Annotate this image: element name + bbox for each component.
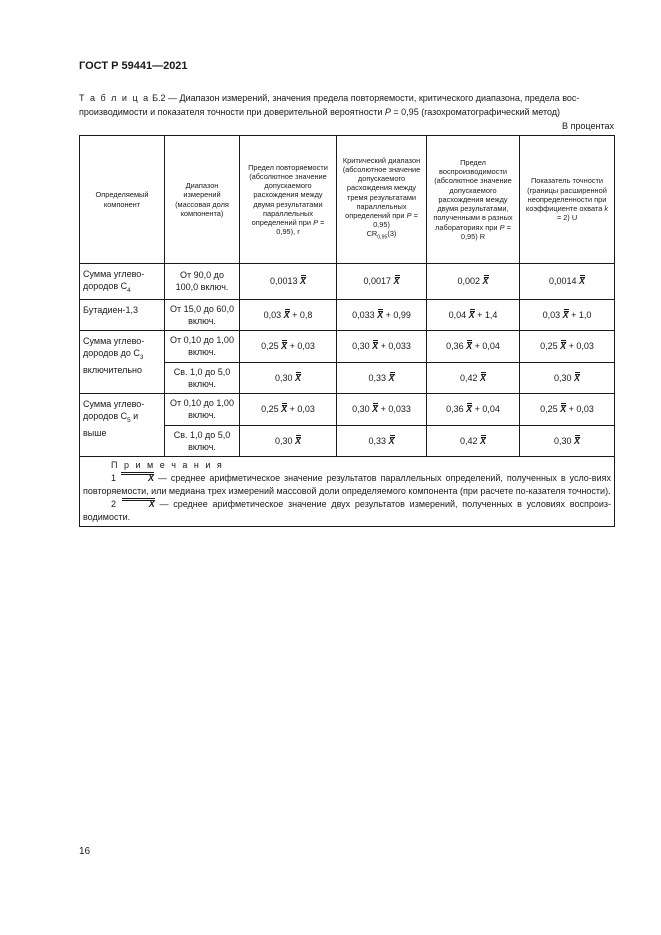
- mean-symbol: X: [388, 435, 395, 446]
- range-cell: От 0,10 до 1,00 включ.: [165, 393, 240, 425]
- header-accuracy: Показатель точности (границы расширенной неопределенности при коэффициенте охвата k = 2) U: [520, 136, 615, 264]
- caption-label: Т а б л и ц а: [79, 93, 150, 103]
- reproducibility-cell: 0,36 X + 0,04: [427, 330, 520, 362]
- mean-symbol: X: [480, 435, 487, 446]
- accuracy-cell: 0,25 X + 0,03: [520, 393, 615, 425]
- mean-symbol: X: [377, 309, 384, 320]
- component-cell: Сумма углево-дородов $C_4$: [80, 264, 165, 300]
- accuracy-cell: 0,0014 X: [520, 264, 615, 300]
- repeatability-cell: 0,03 X + 0,8: [240, 299, 337, 330]
- reproducibility-cell: 0,002 X: [427, 264, 520, 300]
- table-header-row: [80, 136, 615, 264]
- table-caption: [79, 91, 614, 119]
- mean-symbol: X: [393, 276, 400, 287]
- caption-text-2: производимости и показателя точности при доверительной вероятности: [79, 107, 385, 117]
- critical-range-cell: 0,30 X + 0,033: [337, 330, 427, 362]
- accuracy-cell: 0,30 X: [520, 362, 615, 393]
- mean-symbol: X: [281, 404, 288, 415]
- table-row: [80, 299, 615, 330]
- mean-symbol: X: [480, 372, 487, 383]
- repeatability-cell: 0,30 X: [240, 425, 337, 456]
- notes-row: [80, 456, 615, 526]
- repeatability-cell: 0,30 X: [240, 362, 337, 393]
- critical-range-cell: 0,33 X: [337, 362, 427, 393]
- mean-symbol: X: [560, 404, 567, 415]
- range-cell: От 15,0 до 60,0 включ.: [165, 299, 240, 330]
- mean-symbol: X: [283, 309, 290, 320]
- mean-symbol: X: [300, 276, 307, 287]
- mean-symbol: X: [468, 309, 475, 320]
- range-cell: От 0,10 до 1,00 включ.: [165, 330, 240, 362]
- range-cell: От 90,0 до 100,0 включ.: [165, 264, 240, 300]
- mean-symbol: X: [482, 276, 489, 287]
- accuracy-cell: 0,30 X: [520, 425, 615, 456]
- mean-symbol: X: [372, 404, 379, 415]
- mean-symbol: X: [466, 341, 473, 352]
- table-row: [80, 264, 615, 300]
- repeatability-cell: 0,25 X + 0,03: [240, 330, 337, 362]
- mean-symbol: X: [295, 435, 302, 446]
- mean-symbol: X: [562, 309, 569, 320]
- mean-symbol: X: [579, 276, 586, 287]
- header-range: Диапазон измерений (массовая доля компонента): [165, 136, 240, 264]
- mean-symbol: X: [281, 341, 288, 352]
- caption-text-1: — Диапазон измерений, значения предела повторяемости, критического диапазона, предела вос-: [165, 93, 580, 103]
- repeatability-cell: 0,0013 X: [240, 264, 337, 300]
- mean-symbol: X: [295, 372, 302, 383]
- document-header: ГОСТ Р 59441—2021: [79, 60, 188, 72]
- component-cell: Сумма углево-дородов $C_5$ и выше: [80, 393, 165, 456]
- mean-symbol: X: [120, 472, 154, 485]
- header-repeatability: Предел повторяемости (абсолютное значение допускаемого расхождения между двумя результатами параллельных определений при P = 0,95), r: [240, 136, 337, 264]
- component-cell: Бутадиен-1,3: [80, 299, 165, 330]
- caption-prob-tail: = 0,95 (газохроматографический метод): [390, 107, 561, 117]
- component-cell: Сумма углево-дородов до $C_3$ включительно: [80, 330, 165, 393]
- accuracy-cell: 0,25 X + 0,03: [520, 330, 615, 362]
- header-component: Определяемый компонент: [80, 136, 165, 264]
- header-reproducibility: Предел воспроизводимости (абсолютное значение допускаемого расхождения между двумя результатами, полученными в разных лабораториях при P = 0,95) R: [427, 136, 520, 264]
- mean-symbol: X: [574, 435, 581, 446]
- repeatability-cell: 0,25 X + 0,03: [240, 393, 337, 425]
- mean-symbol: X: [372, 341, 379, 352]
- critical-range-cell: 0,33 X: [337, 425, 427, 456]
- accuracy-cell: 0,03 X + 1,0: [520, 299, 615, 330]
- critical-range-cell: 0,033 X + 0,99: [337, 299, 427, 330]
- table-row: [80, 330, 615, 362]
- notes-title: П р и м е ч а н и я: [111, 459, 224, 470]
- mean-symbol: X: [560, 341, 567, 352]
- note-1: 1 X — среднее арифметическое значение результатов параллельных определений, полученных в усло-виях повторяемости, или медиана трех измерений массовой доли определяемого компонента (при расчете по-казателя точности).: [83, 472, 611, 496]
- mean-symbol: X: [466, 404, 473, 415]
- data-table: [79, 135, 615, 527]
- caption-number: Б.2: [152, 93, 166, 103]
- header-critical-range: Критический диапазон (абсолютное значение допускаемого расхождения между тремя результатами параллельных определений при P = 0,95) $CR_{0,95}(3)$: [337, 136, 427, 264]
- reproducibility-cell: 0,42 X: [427, 425, 520, 456]
- range-cell: Св. 1,0 до 5,0 включ.: [165, 362, 240, 393]
- units-label: В процентах: [562, 121, 614, 131]
- critical-range-cell: 0,30 X + 0,033: [337, 393, 427, 425]
- critical-range-cell: 0,0017 X: [337, 264, 427, 300]
- range-cell: Св. 1,0 до 5,0 включ.: [165, 425, 240, 456]
- mean-symbol: X: [121, 498, 155, 511]
- reproducibility-cell: 0,36 X + 0,04: [427, 393, 520, 425]
- page-number: 16: [79, 846, 91, 857]
- mean-symbol: X: [574, 372, 581, 383]
- notes-cell: [80, 456, 615, 526]
- table-row: [80, 393, 615, 425]
- caption-prob-var: P: [384, 107, 391, 117]
- reproducibility-cell: 0,42 X: [427, 362, 520, 393]
- reproducibility-cell: 0,04 X + 1,4: [427, 299, 520, 330]
- mean-symbol: X: [388, 372, 395, 383]
- note-2: 2 X — среднее арифметическое значение двух результатов измерений, полученных в условиях воспроиз-водимости.: [83, 498, 611, 522]
